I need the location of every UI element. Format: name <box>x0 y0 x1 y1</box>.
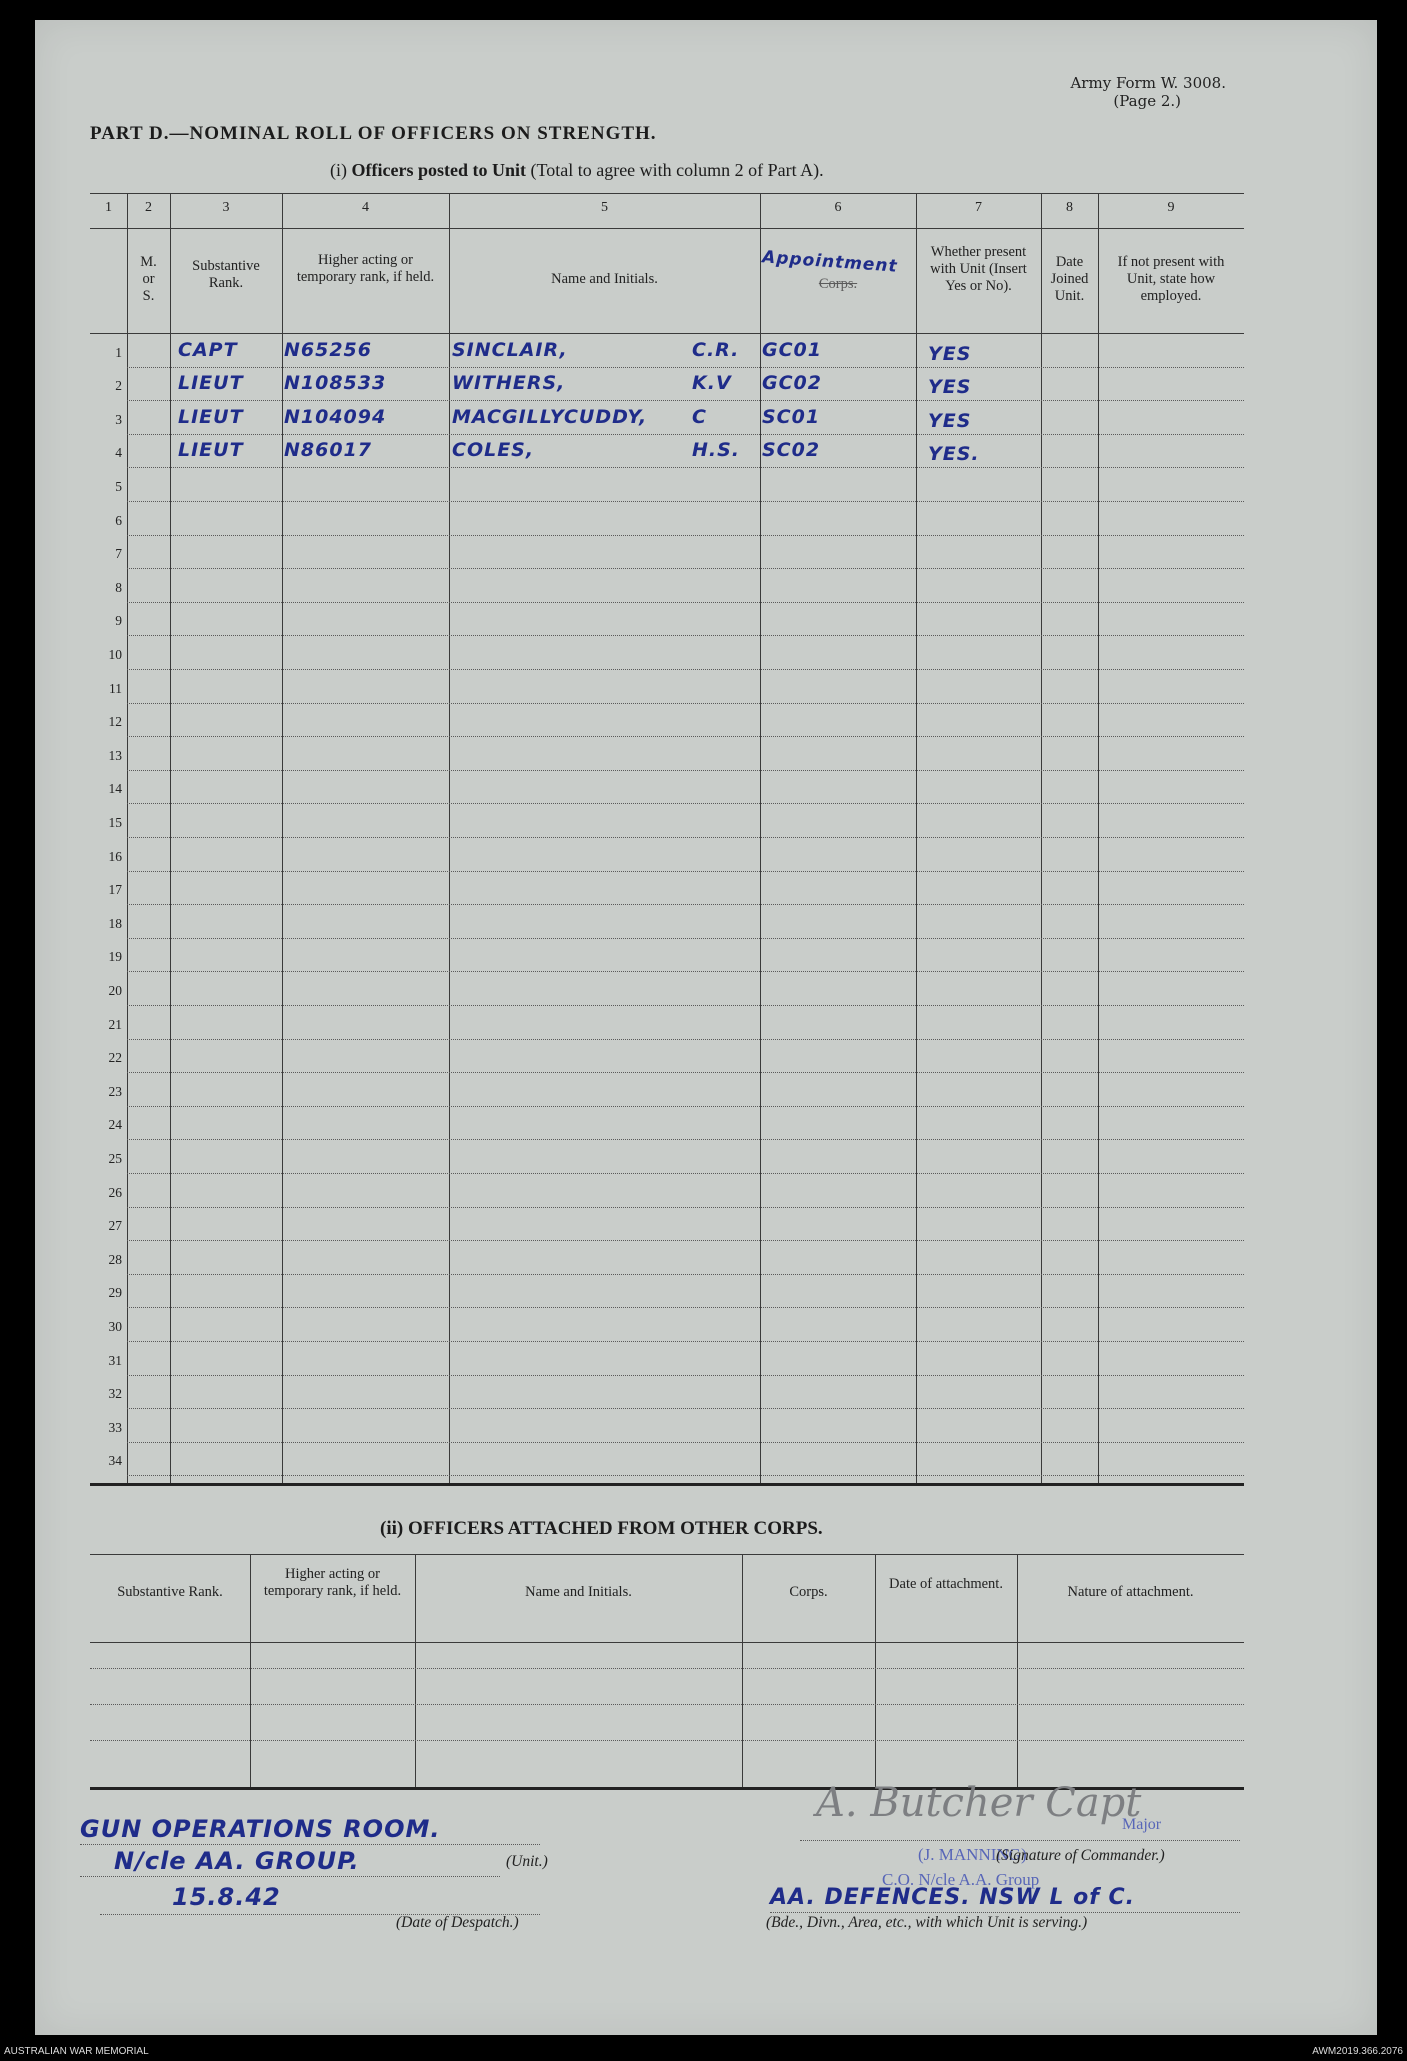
header-name: Name and Initials. <box>551 271 658 287</box>
entry-appointment: GC01 <box>762 338 822 361</box>
column-number: 7 <box>975 200 982 215</box>
row-rule <box>127 1375 1244 1376</box>
entry-number: N86017 <box>284 439 373 462</box>
credit-left: AUSTRALIAN WAR MEMORIAL <box>4 2046 149 2057</box>
row-number: 1 <box>115 344 122 360</box>
unit-handwritten-line1: GUN OPERATIONS ROOM. <box>80 1815 441 1843</box>
table1-column-rule <box>449 193 450 1483</box>
row-rule <box>127 1005 1244 1006</box>
part-title: PART D.—NOMINAL ROLL OF OFFICERS ON STRENGTH. <box>90 123 657 144</box>
section1-title: (i) Officers posted to Unit (Total to agree with column 2 of Part A). <box>330 160 824 180</box>
row-number: 14 <box>108 781 122 797</box>
row-rule <box>127 1408 1244 1409</box>
row-number: 20 <box>108 983 122 998</box>
row-rule <box>127 669 1244 670</box>
row-rule <box>127 736 1244 737</box>
column-number: 6 <box>834 200 842 215</box>
row-number: 8 <box>115 579 122 595</box>
entry-number: N65256 <box>284 338 373 361</box>
row-number: 10 <box>108 647 122 662</box>
row-number: 27 <box>108 1218 122 1234</box>
entry-present: YES <box>928 376 972 399</box>
entry-surname: MACGILLYCUDDY, <box>452 405 648 428</box>
header-ms: M. or S. <box>140 254 157 304</box>
row-rule <box>127 1274 1244 1275</box>
form-number <box>1056 74 1226 110</box>
row-rule <box>127 703 1244 704</box>
row-rule <box>127 904 1244 905</box>
signature-label: (Signature of Commander.) <box>996 1847 1165 1864</box>
row-rule <box>127 1341 1244 1342</box>
date-label: (Date of Despatch.) <box>396 1914 519 1931</box>
unit-line-2 <box>80 1876 500 1877</box>
entry-rank: LIEUT <box>178 405 244 428</box>
table2-row-rule <box>90 1704 1244 1705</box>
header-corps_printed: Corps. <box>818 276 858 292</box>
table2-header-rule <box>90 1642 1244 1643</box>
area-line <box>770 1912 1240 1913</box>
unit-label: (Unit.) <box>506 1853 548 1870</box>
table1-column-rule <box>170 193 171 1483</box>
header-higher: Higher acting or temporary rank, if held. <box>296 252 435 285</box>
table2-header: Higher acting or temporary rank, if held. <box>263 1566 402 1599</box>
table2-column-rule <box>250 1554 251 1787</box>
row-rule <box>127 1475 1244 1476</box>
entry-rank: LIEUT <box>178 439 244 462</box>
column-number: 2 <box>145 200 152 215</box>
row-rule <box>127 568 1244 569</box>
row-number: 28 <box>108 1251 122 1267</box>
row-number: 25 <box>108 1151 122 1166</box>
entry-appointment: SC01 <box>762 405 821 428</box>
entry-present: YES <box>928 342 972 365</box>
table2-header: Substantive Rank. <box>117 1584 223 1600</box>
row-number: 12 <box>108 714 122 730</box>
row-rule <box>127 467 1244 468</box>
header-rank: Substantive Rank. <box>192 258 260 291</box>
row-number: 6 <box>115 512 122 528</box>
section2-title: (ii) OFFICERS ATTACHED FROM OTHER CORPS. <box>380 1518 823 1539</box>
table2-column-rule <box>875 1554 876 1787</box>
entry-surname: COLES, <box>452 439 535 462</box>
row-number: 19 <box>108 949 122 965</box>
form-number-text: Army Form W. 3008. <box>1070 74 1226 92</box>
row-number: 33 <box>108 1419 122 1435</box>
table2-header: Corps. <box>789 1584 828 1600</box>
entry-rank: CAPT <box>178 338 238 361</box>
entry-number: N104094 <box>284 405 387 428</box>
row-rule <box>127 635 1244 636</box>
entry-initials: H.S. <box>692 439 741 462</box>
area-label: (Bde., Divn., Area, etc., with which Unit is serving.) <box>766 1914 1088 1931</box>
row-number: 17 <box>108 882 122 898</box>
entry-number: N108533 <box>284 372 387 395</box>
unit-handwritten-line2: N/cle AA. GROUP. <box>114 1847 360 1875</box>
row-number: 7 <box>115 546 122 562</box>
table2-column-rule <box>1017 1554 1018 1787</box>
row-number: 3 <box>115 411 122 427</box>
row-number: 4 <box>115 445 122 461</box>
row-rule <box>127 871 1244 872</box>
table1-column-rule <box>760 193 761 1483</box>
row-rule <box>127 1173 1244 1174</box>
row-rule <box>127 535 1244 536</box>
row-rule <box>127 837 1244 838</box>
row-rule <box>127 1039 1244 1040</box>
table2-row-rule <box>90 1668 1244 1669</box>
entry-surname: WITHERS, <box>452 372 566 395</box>
table1-column-rule <box>127 193 128 1483</box>
date-handwritten: 15.8.42 <box>172 1883 281 1911</box>
row-number: 29 <box>108 1285 122 1301</box>
row-number: 18 <box>108 915 122 931</box>
table1-bottom-rule <box>90 1483 1244 1486</box>
entry-surname: SINCLAIR, <box>452 338 568 361</box>
row-rule <box>127 770 1244 771</box>
table2-header: Nature of attachment. <box>1067 1584 1194 1600</box>
row-rule <box>127 1442 1244 1443</box>
form-page-text: (Page 2.) <box>1113 92 1181 110</box>
credit-right: AWM2019.366.2076 <box>1312 2046 1403 2057</box>
header-employed: If not present with Unit, state how employed. <box>1117 254 1225 304</box>
row-number: 24 <box>108 1117 122 1133</box>
column-number: 1 <box>105 200 112 215</box>
table2-row-rule <box>90 1740 1244 1741</box>
row-number: 11 <box>109 680 122 696</box>
table1-number-rule <box>90 228 1244 229</box>
entry-appointment: SC02 <box>762 439 821 462</box>
row-rule <box>127 367 1244 368</box>
row-number: 21 <box>108 1016 122 1032</box>
table2-column-rule <box>742 1554 743 1787</box>
row-rule <box>127 501 1244 502</box>
row-number: 32 <box>108 1386 122 1402</box>
row-rule <box>127 1106 1244 1107</box>
entry-present: YES. <box>928 443 980 466</box>
column-number: 5 <box>601 200 608 215</box>
row-rule <box>127 1307 1244 1308</box>
row-number: 30 <box>108 1319 122 1334</box>
row-number: 34 <box>108 1453 122 1469</box>
row-rule <box>127 602 1244 603</box>
row-number: 15 <box>108 815 122 830</box>
row-number: 9 <box>115 613 122 629</box>
handwritten-appointment: Appointment <box>761 247 899 277</box>
row-rule <box>127 434 1244 435</box>
row-rule <box>127 938 1244 939</box>
table2-header: Name and Initials. <box>525 1584 632 1600</box>
row-rule <box>127 803 1244 804</box>
table1-column-rule <box>1098 193 1099 1483</box>
table1-column-rule <box>1041 193 1042 1483</box>
column-number: 8 <box>1066 200 1073 215</box>
row-rule <box>127 1207 1244 1208</box>
entry-initials: C <box>692 405 707 428</box>
row-number: 5 <box>115 479 122 494</box>
header-present: Whether present with Unit (Insert Yes or No). <box>930 244 1027 294</box>
stamp-rank: Major <box>1122 1816 1162 1833</box>
row-rule <box>127 1072 1244 1073</box>
row-number: 23 <box>108 1083 122 1099</box>
table2-column-rule <box>415 1554 416 1787</box>
row-number: 2 <box>115 378 122 394</box>
signature-line <box>800 1840 1240 1841</box>
column-number: 9 <box>1167 200 1175 215</box>
column-number: 3 <box>222 200 230 215</box>
commander-signature: A. Butcher Capt <box>816 1780 1142 1826</box>
unit-line <box>80 1844 540 1845</box>
table1-top-rule <box>90 193 1244 194</box>
row-number: 13 <box>108 747 122 763</box>
entry-present: YES <box>928 409 972 432</box>
row-rule <box>127 400 1244 401</box>
row-number: 26 <box>108 1184 122 1200</box>
row-rule <box>127 1240 1244 1241</box>
form-paper <box>35 20 1377 2035</box>
row-number: 16 <box>108 848 122 864</box>
stamp-name: (J. MANNING) <box>918 1845 1027 1864</box>
entry-initials: C.R. <box>692 338 740 361</box>
table1-header-rule <box>90 333 1244 334</box>
row-rule <box>127 1139 1244 1140</box>
table1-column-rule <box>916 193 917 1483</box>
table1-column-rule <box>282 193 283 1483</box>
entry-appointment: GC02 <box>762 372 822 395</box>
stamp-unit: C.O. N/cle A.A. Group <box>882 1870 1040 1889</box>
column-number: 4 <box>362 200 369 215</box>
entry-initials: K.V <box>692 372 732 395</box>
entry-rank: LIEUT <box>178 372 244 395</box>
table2-top-rule <box>90 1554 1244 1555</box>
row-number: 22 <box>108 1050 122 1066</box>
area-handwritten: AA. DEFENCES. NSW L of C. <box>770 1885 1135 1910</box>
header-date: Date Joined Unit. <box>1050 254 1089 304</box>
table2-header: Date of attachment. <box>889 1576 1003 1592</box>
row-rule <box>127 971 1244 972</box>
row-number: 31 <box>108 1352 122 1368</box>
